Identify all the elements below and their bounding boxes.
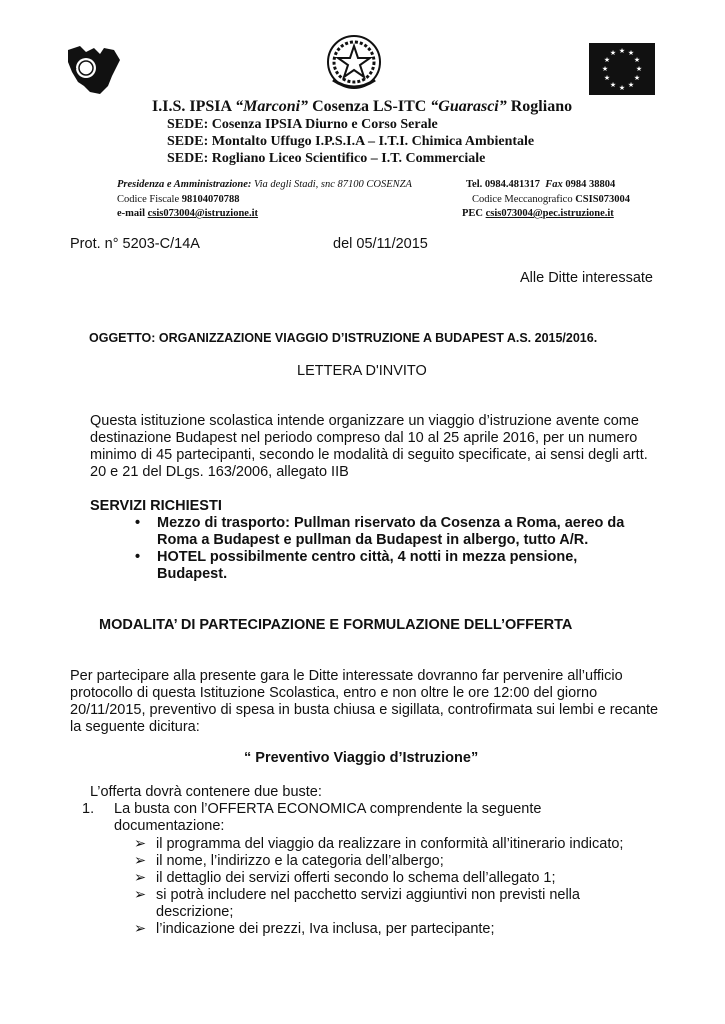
sede-line-3: SEDE: Rogliano Liceo Scientifico – I.T. Commerciale	[167, 151, 486, 166]
services-list	[135, 515, 650, 583]
offer-sublist	[134, 836, 644, 938]
tel-fax: Tel. 0984.481317 Fax 0984 38804	[466, 179, 616, 190]
pec-line: PEC csis073004@pec.istruzione.it	[462, 208, 614, 219]
svg-text:★: ★	[603, 74, 611, 82]
svg-text:★: ★	[635, 65, 643, 73]
svg-text:★: ★	[618, 47, 626, 55]
services-heading: SERVIZI RICHIESTI	[90, 498, 222, 514]
email-link[interactable]: csis073004@istruzione.it	[147, 208, 259, 219]
sede-line-2: SEDE: Montalto Uffugo I.P.S.I.A – I.T.I. Chimica Ambientale	[167, 134, 535, 149]
italian-republic-emblem-icon	[323, 32, 385, 94]
subject: OGGETTO: ORGANIZZAZIONE VIAGGIO D’ISTRUZIONE A BUDAPEST A.S. 2015/2016.	[89, 331, 598, 345]
offer-item-1	[70, 801, 650, 835]
arrow-bullet-icon: ➢	[134, 853, 147, 869]
list-item: ➢ il programma del viaggio da realizzare in conformità all’itinerario indicato;	[134, 836, 624, 852]
modalita-heading: MODALITA’ DI PARTECIPAZIONE E FORMULAZIONE DELL’OFFERTA	[99, 617, 573, 633]
list-item: • HOTEL possibilmente centro città, 4 notti in mezza pensione, Budapest.	[135, 549, 578, 582]
item-number: 1.	[82, 801, 95, 817]
bullet-icon: •	[135, 515, 141, 531]
svg-text:★: ★	[618, 84, 626, 92]
calabria-region-icon	[64, 42, 124, 98]
sede-line-1: SEDE: Cosenza IPSIA Diurno e Corso Serale	[167, 117, 438, 132]
svg-text:★: ★	[627, 49, 635, 57]
arrow-bullet-icon: ➢	[134, 836, 147, 852]
svg-text:★: ★	[633, 56, 641, 64]
list-item: ➢ l’indicazione dei prezzi, Iva inclusa, per partecipante;	[134, 921, 495, 937]
eu-flag-icon	[589, 43, 655, 95]
svg-text:★: ★	[609, 49, 617, 57]
arrow-bullet-icon: ➢	[134, 870, 147, 886]
protocol-number: Prot. n° 5203-C/14A	[70, 236, 200, 252]
arrow-bullet-icon: ➢	[134, 921, 147, 937]
svg-text:✦: ✦	[73, 66, 78, 72]
letter-title: LETTERA D'INVITO	[297, 363, 427, 379]
offer-item-1-text: La busta con l’OFFERTA ECONOMICA comprendente la seguente documentazione:	[114, 801, 542, 834]
svg-text:★: ★	[633, 74, 641, 82]
list-item: ➢ il dettaglio dei servizi offerti secondo lo schema dell’allegato 1;	[134, 870, 556, 886]
bullet-icon: •	[135, 549, 141, 565]
svg-text:★: ★	[627, 81, 635, 89]
arrow-bullet-icon: ➢	[134, 887, 147, 903]
pec-link[interactable]: csis073004@pec.istruzione.it	[485, 208, 614, 219]
modalita-paragraph: Per partecipare alla presente gara le Ditte interessate dovranno far pervenire all’ufficio protocollo di questa Istituzione Scolastica, entro e non oltre le ore 12:00 del giorno 20/11/2015, preventivo di spesa in busta chiusa e sigillata, controfirmata sui lembi e recante la seguente dicitura:	[70, 668, 659, 735]
list-item: ➢ il nome, l’indirizzo e la categoria dell’albergo;	[134, 853, 444, 869]
recipient: Alle Ditte interessate	[520, 270, 653, 286]
presidenza-address: Presidenza e Amministrazione: Via degli Stadi, snc 87100 COSENZA	[117, 179, 412, 190]
svg-text:★: ★	[609, 81, 617, 89]
codice-meccanografico: Codice Meccanografico CSIS073004	[472, 194, 631, 205]
svg-text:★: ★	[601, 65, 609, 73]
protocol-date: del 05/11/2015	[333, 236, 428, 252]
list-item: • Mezzo di trasporto: Pullman riservato da Cosenza a Roma, aereo da Roma a Budapest e pullman da Budapest in albergo, tutto A/R.	[135, 515, 625, 548]
email-line: e-mail csis073004@istruzione.it	[117, 208, 259, 219]
institute-title: I.I.S. IPSIA “Marconi” Cosenza LS-ITC “Guarasci” Rogliano	[152, 98, 573, 115]
codice-fiscale: Codice Fiscale 98104070788	[117, 194, 240, 205]
intro-paragraph: Questa istituzione scolastica intende organizzare un viaggio d’istruzione avente come destinazione Budapest nel periodo compreso dal 10 al 25 aprile 2016, per un numero minimo di 45 partecipanti, secondo le modalità di seguito specificate, ai sensi degli artt. 20 e 21 del DLgs. 163/2006, allegato IIB	[90, 413, 648, 480]
offer-intro: L’offerta dovrà contenere due buste:	[90, 784, 322, 800]
envelope-label: “ Preventivo Viaggio d’Istruzione”	[244, 750, 479, 766]
list-item: ➢ si potrà includere nel pacchetto servizi aggiuntivi non previsti nella descrizione;	[134, 887, 580, 920]
svg-text:★: ★	[603, 56, 611, 64]
